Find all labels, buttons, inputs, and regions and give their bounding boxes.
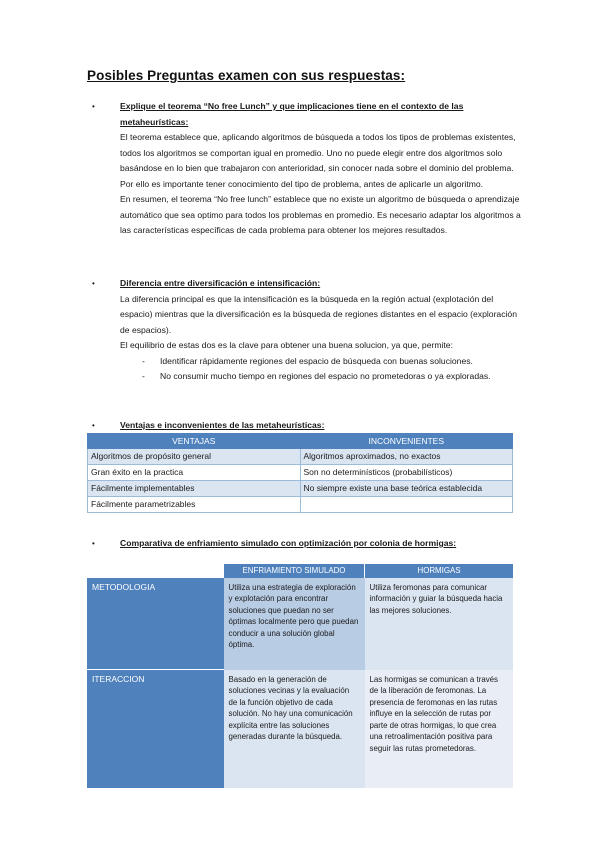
table-cell: Gran éxito en la practica [88, 465, 301, 481]
table-cell: Algoritmos aproximados, no exactos [300, 449, 513, 465]
table-cell: No siempre existe una base teórica establecida [300, 481, 513, 497]
column-header: VENTAJAS [88, 434, 301, 449]
question-no-free-lunch [92, 99, 524, 239]
table-header-row [87, 564, 513, 578]
row-header: METODOLOGIA [87, 578, 224, 670]
table-row [88, 497, 513, 513]
table-cell: Las hormigas se comunican a través de la liberación de feromonas. La presencia de feromonas en las rutas influye en la selección de rutas por parte de otras hormigas, lo que crea una retroalimentación positiva para seguir las rutas prometedoras. [365, 670, 514, 789]
question-comparativa [92, 536, 524, 552]
column-header: INCONVENIENTES [300, 434, 513, 449]
table-row [87, 578, 513, 670]
table-row [88, 449, 513, 465]
row-header: ITERACCION [87, 670, 224, 789]
table-row [88, 481, 513, 497]
ventajas-table [87, 433, 513, 513]
table-cell: Basado en la generación de soluciones vecinas y la evaluación de la función objetivo de cada solución. No hay una comunicación explícita entre las soluciones generadas durante la búsqueda. [224, 670, 365, 789]
column-header: HORMIGAS [365, 564, 514, 578]
answer-paragraph: El teorema establece que, aplicando algoritmos de búsqueda a todos los tipos de problemas existentes, todos los algoritmos se comportan igual en promedio. Uno no puede elegir entre dos algoritmos solo basándose en lo bien que trabajaron con anterioridad, sin conocer nada sobre el dominio del problema. Por ello es importante tener conocimiento del tipo de problema, antes de aplicarle un algoritmo. [120, 132, 516, 189]
column-header: ENFRIAMIENTO SIMULADO [224, 564, 365, 578]
dash-list [104, 354, 524, 385]
question-heading: Comparativa de enfriamiento simulado con optimización por colonia de hormigas: [120, 538, 457, 548]
question-diversificacion [92, 276, 524, 385]
table-header-row [88, 434, 513, 449]
page-title: Posibles Preguntas examen con sus respuestas: [87, 68, 406, 83]
list-item: - Identificar rápidamente regiones del espacio de búsqueda con buenas soluciones. [104, 354, 524, 370]
list-item: - No consumir mucho tiempo en regiones del espacio no prometedoras o ya exploradas. [104, 369, 524, 385]
table-cell: Utiliza una estrategia de exploración y explotación para encontrar soluciones que puedan no ser óptimas localmente pero que puedan conducir a una solución global óptima. [224, 578, 365, 670]
table-cell: Fácilmente implementables [88, 481, 301, 497]
table-cell: Fácilmente parametrizables [88, 497, 301, 513]
table-cell [300, 497, 513, 513]
table-cell: Utiliza feromonas para comunicar información y guiar la búsqueda hacia las mejores soluciones. [365, 578, 514, 670]
answer-paragraph: En resumen, el teorema “No free lunch” establece que no existe un algoritmo de búsqueda o aprendizaje automático que sea optimo para todos los problemas en promedio. Es necesario adaptar los algoritmos a las características específicas de cada problema para obtener los mejores resultados. [120, 194, 521, 235]
question-ventajas [92, 418, 524, 434]
question-heading: Diferencia entre diversificación e intensificación: [120, 278, 321, 288]
answer-paragraph: La diferencia principal es que la intensificación es la búsqueda en la región actual (explotación del espacio) mientras que la diversificación es la búsqueda de regiones distantes en el espacio (exploración de espacios). [120, 293, 517, 335]
bullet-icon: • [92, 279, 95, 288]
bullet-icon: • [92, 102, 95, 111]
table-cell: Son no determinísticos (probabilísticos) [300, 465, 513, 481]
question-heading: Ventajas e inconvenientes de las metaheurísticas: [120, 420, 325, 430]
question-heading: Explique el teorema “No free Lunch” y que implicaciones tiene en el contexto de las metaheurísticas: [120, 101, 464, 127]
corner-cell [87, 564, 224, 578]
table-row [88, 465, 513, 481]
table-row [87, 670, 513, 789]
bullet-icon: • [92, 421, 95, 430]
table-cell: Algoritmos de propósito general [88, 449, 301, 465]
dash-icon: - [142, 371, 145, 381]
bullet-icon: • [92, 539, 95, 548]
dash-icon: - [142, 355, 145, 366]
comparativa-table [87, 564, 513, 788]
answer-paragraph: El equilibrio de estas dos es la clave para obtener una buena solucion, ya que, permite: [120, 340, 453, 350]
